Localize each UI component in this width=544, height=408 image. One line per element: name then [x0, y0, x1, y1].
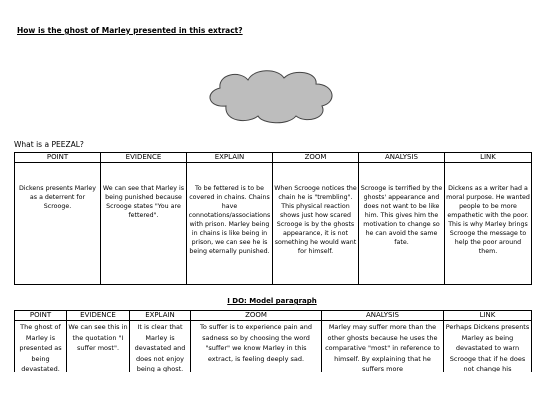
header-point: POINT: [15, 311, 67, 321]
table-row: [15, 321, 532, 373]
cell-zoom: When Scrooge notices the chain he is "trembling". This physical reaction shows just how scared Scrooge is by the ghosts appearance, it is not something he would want for himself.: [273, 163, 359, 285]
peezal-question: What is a PEEZAL?: [14, 140, 84, 149]
header-zoom: ZOOM: [273, 153, 359, 163]
header-analysis: ANALYSIS: [359, 153, 445, 163]
header-explain: EXPLAIN: [187, 153, 273, 163]
cell-analysis: Scrooge is terrified by the ghosts' appearance and does not want to be like him. This gives him the motivation to change so he can avoid the same fate.: [359, 163, 445, 285]
cell-analysis: Marley may suffer more than the other ghosts because he uses the comparative "most" in reference to himself. By explaining that he suffers more: [322, 321, 444, 373]
cell-zoom: To suffer is to experience pain and sadness so by choosing the word "suffer" we know Marley in this extract, is feeling deeply sad.: [191, 321, 322, 373]
cell-explain: It is clear that Marley is devastated and does not enjoy being a ghost.: [130, 321, 191, 373]
cell-point: The ghost of Marley is presented as being devastated.: [15, 321, 67, 373]
header-row: [15, 311, 532, 321]
model-table: [14, 310, 532, 372]
header-link: LINK: [445, 153, 532, 163]
question-heading: How is the ghost of Marley presented in this extract?: [17, 26, 243, 35]
cell-link: Perhaps Dickens presents Marley as being devastated to warn Scrooge that if he does not change his: [444, 321, 532, 373]
cell-link: Dickens as a writer had a moral purpose. He wanted people to be more empathetic with the poor. This is why Marley brings Scrooge the message to help the poor around them.: [445, 163, 532, 285]
cell-evidence: We can see this in the quotation "I suffer most".: [67, 321, 130, 373]
header-evidence: EVIDENCE: [67, 311, 130, 321]
cell-evidence: We can see that Marley is being punished because Scrooge states "You are fettered".: [101, 163, 187, 285]
model-paragraph-title: I DO: Model paragraph: [227, 297, 317, 305]
cell-point: Dickens presents Marley as a deterrent for Scrooge.: [15, 163, 101, 285]
header-explain: EXPLAIN: [130, 311, 191, 321]
header-analysis: ANALYSIS: [322, 311, 444, 321]
cell-explain: To be fettered is to be covered in chains. Chains have connotations/associations with prison. Marley being in chains is like being in prison, we can see he is being eternally punished.: [187, 163, 273, 285]
header-evidence: EVIDENCE: [101, 153, 187, 163]
header-link: LINK: [444, 311, 532, 321]
header-zoom: ZOOM: [191, 311, 322, 321]
header-point: POINT: [15, 153, 101, 163]
